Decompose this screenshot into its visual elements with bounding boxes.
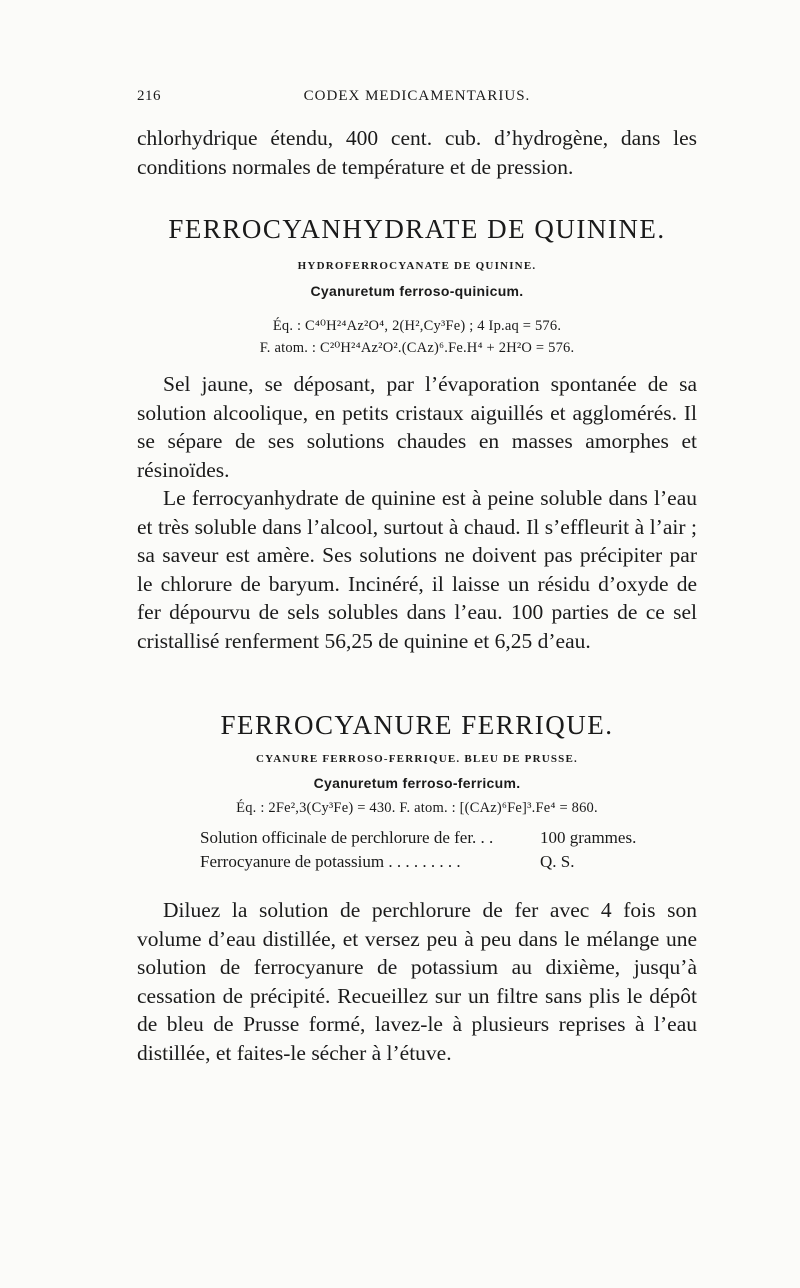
formula-equivalent: Éq. : C⁴⁰H²⁴Az²O⁴, 2(H²,Cy³Fe) ; 4 Ip.aq = 576. xyxy=(272,318,562,334)
section-title-ferrocyanhydrate: FERROCYANHYDRATE DE QUININE. xyxy=(168,214,666,244)
formula-atomic: F. atom. : C²⁰H²⁴Az²O².(CAz)⁶.Fe.H⁴ + 2H²O = 576. xyxy=(259,340,575,356)
recipe-quantity: Q. S. xyxy=(540,852,575,871)
section1-text xyxy=(137,370,697,655)
running-head xyxy=(137,88,697,118)
page-number: 216 xyxy=(137,88,161,104)
latin-name-ferrocyanhydrate: Cyanuretum ferroso-quinicum. xyxy=(310,283,524,299)
section1-paragraph-2: Le ferrocyanhydrate de quinine est à peine soluble dans l’eau et très soluble dans l’alcool, surtout à chaud. Il s’effleurit à l’air ; sa saveur est amère. Ses solutions ne doivent pas précipiter par le chlorure de baryum. Incinéré, il laisse un résidu d’oxyde de fer dépourvu de sels solubles dans l’eau. 100 parties de ce sel cristallisé renferment 56,25 de quinine et 6,25 d’eau. xyxy=(137,486,697,653)
section-synonym-ferrocyanure: CYANURE FERROSO-FERRIQUE. BLEU DE PRUSSE. xyxy=(255,753,578,765)
recipe-row xyxy=(200,850,680,874)
recipe-ingredient: Ferrocyanure de potassium . . . . . . . . . xyxy=(200,852,461,871)
section2-text xyxy=(137,896,697,1067)
formula-ferrocyanure: Éq. : 2Fe²,3(Cy³Fe) = 430. F. atom. : [(CAz)⁶Fe]³.Fe⁴ = 860. xyxy=(236,800,598,816)
recipe-row xyxy=(200,826,680,850)
section-title-ferrocyanure: FERROCYANURE FERRIQUE. xyxy=(220,710,614,740)
recipe-list xyxy=(200,826,680,874)
recipe-ingredient: Solution officinale de perchlorure de fer. . . xyxy=(200,828,494,847)
intro-paragraph-block xyxy=(137,124,697,181)
running-title: CODEX MEDICAMENTARIUS. xyxy=(303,88,531,104)
section2-paragraph: Diluez la solution de perchlorure de fer avec 4 fois son volume d’eau distillée, et versez peu à peu dans le mélange une solution de ferrocyanure de potassium au dixième, jusqu’à cessation de précipité. Recueillez sur un filtre sans plis le dépôt de bleu de Prusse formé, lavez-le à plusieurs reprises à l’eau distillée, et faites-le sécher à l’étuve. xyxy=(137,898,697,1065)
recipe-quantity: 100 grammes. xyxy=(540,828,637,847)
intro-paragraph: chlorhydrique étendu, 400 cent. cub. d’hydrogène, dans les conditions normales de température et de pression. xyxy=(137,126,697,179)
section-synonym-ferrocyanhydrate: HYDROFERROCYANATE DE QUININE. xyxy=(297,260,537,272)
latin-name-ferrocyanure: Cyanuretum ferroso-ferricum. xyxy=(313,775,521,791)
section1-paragraph-1: Sel jaune, se déposant, par l’évaporation spontanée de sa solution alcoolique, en petits cristaux aiguillés et agglomérés. Il se sépare de ses solutions chaudes en masses amorphes et résinoïdes. xyxy=(137,372,697,482)
